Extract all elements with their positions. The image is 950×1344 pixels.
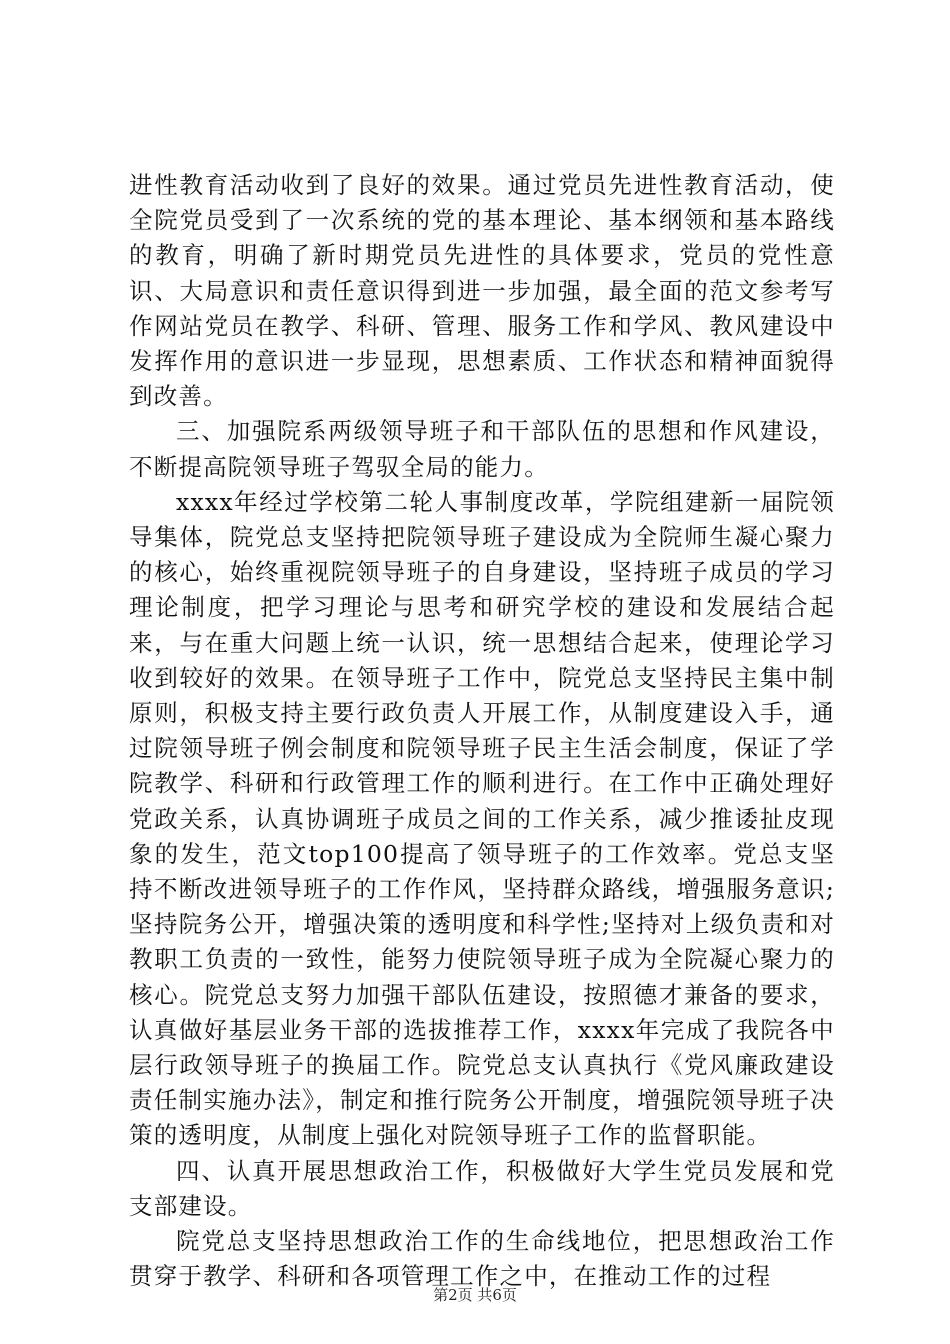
section-heading-3: 三、加强院系两级领导班子和干部队伍的思想和作风建设，不断提高院领导班子驾驭全局的能力。 [129,417,835,481]
document-body [129,168,835,1295]
page-number-footer: 第2页 共6页 [433,1286,517,1304]
section-heading-4: 四、认真开展思想政治工作，积极做好大学生党员发展和党支部建设。 [129,1156,835,1220]
paragraph-5: 院党总支坚持思想政治工作的生命线地位，把思想政治工作贯穿于教学、科研和各项管理工作之中，在推动工作的过程 [129,1227,835,1291]
paragraph-3: xxxx年经过学校第二轮人事制度改革，学院组建新一届院领导集体，院党总支坚持把院领导班子建设成为全院师生凝心聚力的核心，始终重视院领导班子的自身建设，坚持班子成员的学习理论制度，把学习理论与思考和研究学校的建设和发展结合起来，与在重大问题上统一认识，统一思想结合起来，使理论学习收到较好的效果。在领导班子工作中，院党总支坚持民主集中制原则，积极支持主要行政负责人开展工作，从制度建设入手，通过院领导班子例会制度和院领导班子民主生活会制度，保证了学院教学、科研和行政管理工作的顺利进行。在工作中正确处理好党政关系，认真协调班子成员之间的工作关系，减少推诿扯皮现象的发生，范文top100提高了领导班子的工作效率。党总支坚持不断改进领导班子的工作作风，坚持群众路线，增强服务意识;坚持院务公开，增强决策的透明度和科学性;坚持对上级负责和对教职工负责的一致性，能努力使院领导班子成为全院凝心聚力的核心。院党总支努力加强干部队伍建设，按照德才兼备的要求，认真做好基层业务干部的选拔推荐工作，xxxx年完成了我院各中层行政领导班子的换届工作。院党总支认真执行《党风廉政建设责任制实施办法》，制定和推行院务公开制度，增强院领导班子决策的透明度，从制度上强化对院领导班子工作的监督职能。 [129,487,835,1150]
paragraph-1: 进性教育活动收到了良好的效果。通过党员先进性教育活动，使全院党员受到了一次系统的党的基本理论、基本纲领和基本路线的教育，明确了新时期党员先进性的具体要求，党员的党性意识、大局意识和责任意识得到进一步加强，最全面的范文参考写作网站党员在教学、科研、管理、服务工作和学风、教风建设中发挥作用的意识进一步显现，思想素质、工作状态和精神面貌得到改善。 [129,171,835,411]
